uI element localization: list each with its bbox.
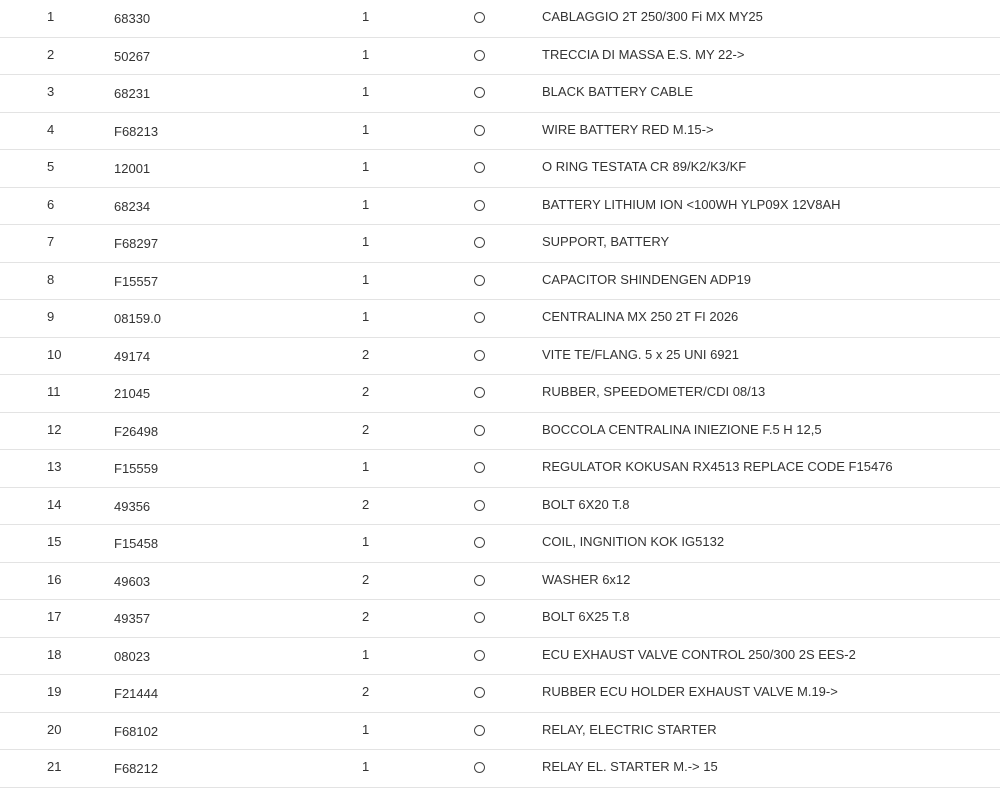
row-number: 19 [47,684,62,699]
table-row [0,75,1000,113]
part-code: F26498 [114,423,159,439]
select-radio[interactable] [474,350,485,361]
part-quantity: 1 [362,459,370,474]
select-radio[interactable] [474,762,485,773]
select-radio[interactable] [474,50,485,61]
part-code: 68330 [114,11,151,26]
select-radio[interactable] [474,725,485,736]
table-row [0,0,1000,38]
table-row [0,38,1000,76]
part-quantity: 1 [362,159,370,174]
row-number: 12 [47,421,62,437]
table-row [0,225,1000,263]
select-radio[interactable] [474,462,485,473]
table-row [0,150,1000,188]
part-quantity: 2 [362,609,370,624]
part-description: BOCCOLA CENTRALINA INIEZIONE F.5 H 12,5 [542,421,822,437]
row-number: 14 [47,496,62,512]
row-number: 10 [47,346,62,362]
part-quantity: 2 [362,346,370,362]
part-description: CENTRALINA MX 250 2T FI 2026 [542,309,739,324]
part-quantity: 2 [362,496,370,512]
row-number: 1 [47,9,55,24]
row-number: 11 [47,384,61,399]
select-radio[interactable] [474,612,485,623]
row-number: 5 [47,159,55,174]
part-code: 08023 [114,648,151,664]
row-number: 21 [47,759,62,774]
select-radio[interactable] [474,387,485,398]
part-code: F68212 [114,761,159,776]
row-number: 20 [47,721,62,737]
select-radio[interactable] [474,237,485,248]
part-code: F68297 [114,236,159,251]
part-code: F68102 [114,723,159,739]
part-quantity: 1 [362,646,370,662]
select-radio[interactable] [474,650,485,661]
part-description: RELAY EL. STARTER M.-> 15 [542,759,718,774]
select-radio[interactable] [474,125,485,136]
table-row [0,600,1000,638]
row-number: 9 [47,309,55,324]
row-number: 7 [47,234,55,249]
part-quantity: 2 [362,421,370,437]
table-row [0,263,1000,301]
part-description: ECU EXHAUST VALVE CONTROL 250/300 2S EES-2 [542,646,856,662]
part-description: SUPPORT, BATTERY [542,234,670,249]
part-description: O RING TESTATA CR 89/K2/K3/KF [542,159,747,174]
part-code: 12001 [114,161,151,176]
part-quantity: 1 [362,121,370,137]
part-quantity: 1 [362,759,370,774]
table-row [0,488,1000,526]
part-description: BOLT 6X20 T.8 [542,496,630,512]
part-code: 68234 [114,198,151,214]
part-quantity: 1 [362,721,370,737]
select-radio[interactable] [474,200,485,211]
table-row [0,113,1000,151]
part-description: CABLAGGIO 2T 250/300 Fi MX MY25 [542,9,763,24]
select-radio[interactable] [474,687,485,698]
part-quantity: 1 [362,196,370,212]
part-code: 68231 [114,86,151,101]
row-number: 13 [47,459,62,474]
table-row [0,338,1000,376]
part-description: COIL, INGNITION KOK IG5132 [542,534,725,549]
table-row [0,525,1000,563]
row-number: 17 [47,609,62,624]
table-row [0,713,1000,751]
part-quantity: 1 [362,309,370,324]
select-radio[interactable] [474,162,485,173]
select-radio[interactable] [474,12,485,23]
part-quantity: 2 [362,684,370,699]
part-description: BOLT 6X25 T.8 [542,609,630,624]
part-quantity: 1 [362,234,370,249]
part-description: WIRE BATTERY RED M.15-> [542,121,714,137]
row-number: 8 [47,271,55,287]
part-quantity: 1 [362,9,370,24]
row-number: 6 [47,196,55,212]
part-description: RELAY, ELECTRIC STARTER [542,721,717,737]
select-radio[interactable] [474,312,485,323]
part-code: 08159.0 [114,311,161,326]
part-code: F21444 [114,686,159,701]
part-description: BLACK BATTERY CABLE [542,84,694,99]
part-description: BATTERY LITHIUM ION <100WH YLP09X 12V8AH [542,196,841,212]
part-code: F68213 [114,123,159,139]
select-radio[interactable] [474,275,485,286]
part-description: RUBBER ECU HOLDER EXHAUST VALVE M.19-> [542,684,838,699]
select-radio[interactable] [474,425,485,436]
part-description: VITE TE/FLANG. 5 x 25 UNI 6921 [542,346,740,362]
part-quantity: 2 [362,571,370,587]
table-row [0,375,1000,413]
part-quantity: 1 [362,84,370,99]
part-code: 49356 [114,498,151,514]
part-quantity: 1 [362,271,370,287]
part-code: 49603 [114,573,151,589]
row-number: 18 [47,646,62,662]
part-description: CAPACITOR SHINDENGEN ADP19 [542,271,752,287]
part-code: F15559 [114,461,159,476]
part-code: F15458 [114,536,159,551]
table-row [0,638,1000,676]
part-description: WASHER 6x12 [542,571,631,587]
part-description: RUBBER, SPEEDOMETER/CDI 08/13 [542,384,766,399]
table-row [0,413,1000,451]
row-number: 2 [47,46,55,62]
part-quantity: 1 [362,534,370,549]
select-radio[interactable] [474,537,485,548]
select-radio[interactable] [474,500,485,511]
table-row [0,188,1000,226]
row-number: 4 [47,121,55,137]
part-code: 21045 [114,386,151,401]
row-number: 3 [47,84,55,99]
select-radio[interactable] [474,575,485,586]
table-row [0,563,1000,601]
table-row [0,300,1000,338]
part-code: 49357 [114,611,151,626]
part-code: 50267 [114,48,151,64]
row-number: 15 [47,534,62,549]
part-quantity: 2 [362,384,370,399]
part-code: 49174 [114,348,151,364]
table-row [0,675,1000,713]
table-row [0,450,1000,488]
row-number: 16 [47,571,62,587]
part-description: TRECCIA DI MASSA E.S. MY 22-> [542,46,745,62]
part-description: REGULATOR KOKUSAN RX4513 REPLACE CODE F15476 [542,459,893,474]
part-code: F15557 [114,273,159,289]
part-quantity: 1 [362,46,370,62]
select-radio[interactable] [474,87,485,98]
